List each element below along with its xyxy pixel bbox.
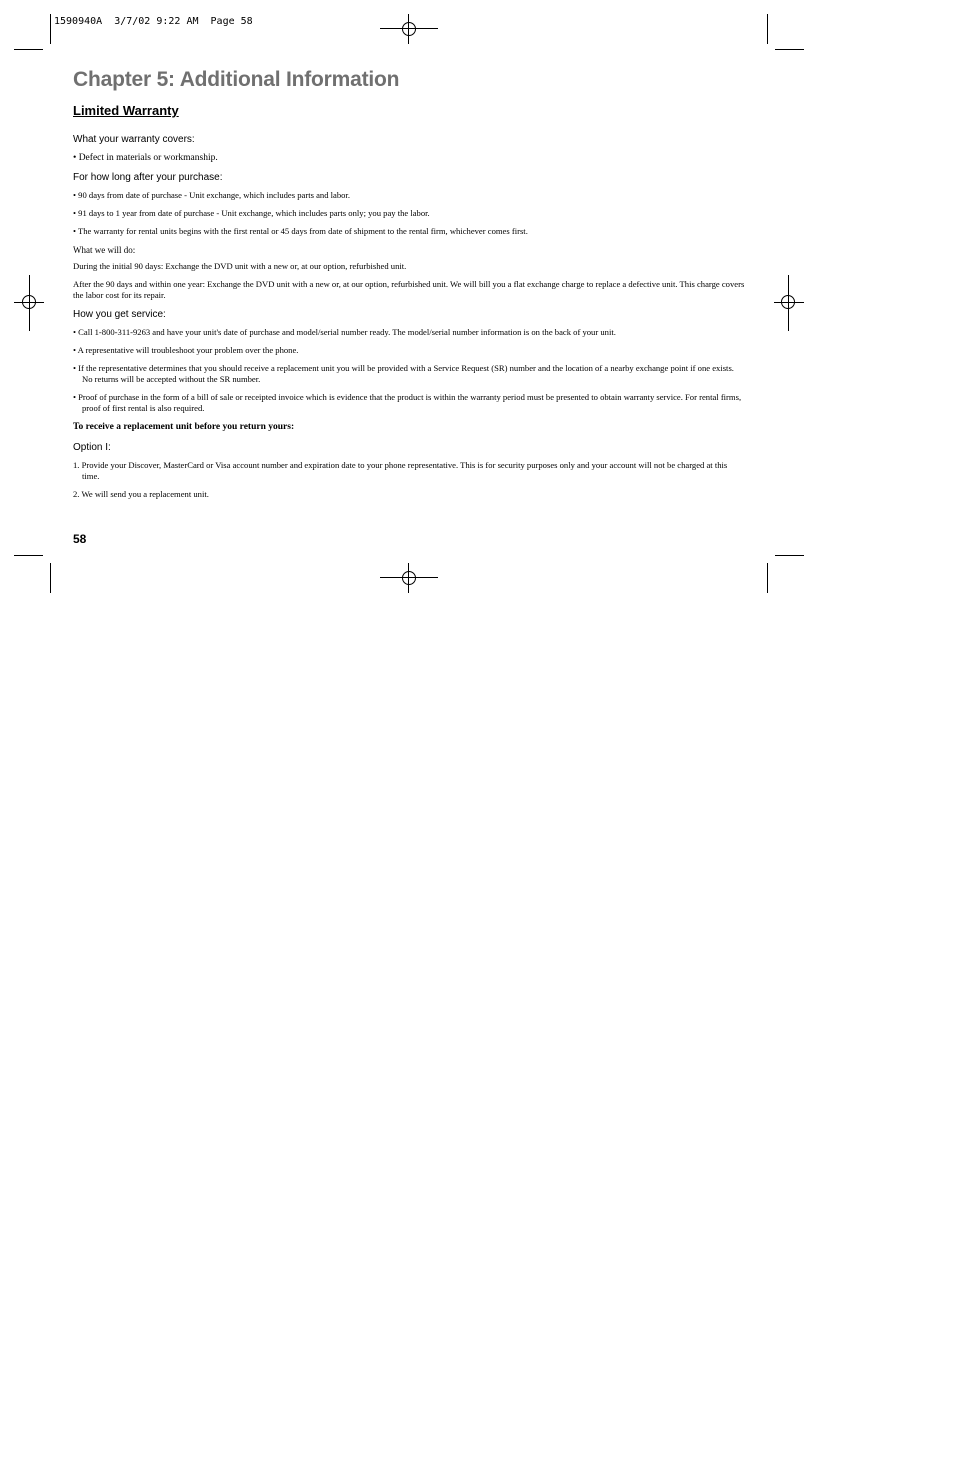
chapter-title: Chapter 5: Additional Information xyxy=(73,68,400,91)
duration-heading: For how long after your purchase: xyxy=(73,172,223,183)
crop-mark xyxy=(50,563,51,593)
crop-mark xyxy=(14,555,43,556)
list-item: • 90 days from date of purchase - Unit exchange, which includes parts and labor. xyxy=(73,190,350,200)
list-item: 2. We will send you a replacement unit. xyxy=(73,489,209,499)
page-number: 58 xyxy=(73,532,87,546)
replacement-heading: To receive a replacement unit before you return yours: xyxy=(73,422,295,432)
registration-mark xyxy=(22,295,36,309)
registration-mark xyxy=(781,295,795,309)
crop-mark xyxy=(767,14,768,44)
list-item: • Proof of purchase in the form of a bill of sale or receipted invoice which is evidence that the product is within the warranty period must be presented to obtain warranty service. For rental firms, proof of first rental is also required. xyxy=(73,392,742,413)
covers-heading: What your warranty covers: xyxy=(73,134,195,145)
list-item: • Call 1-800-311-9263 and have your unit's date of purchase and model/serial number ready. The model/serial number information is on the back of your unit. xyxy=(73,327,616,337)
crop-mark xyxy=(50,14,51,44)
list-item: • 91 days to 1 year from date of purchase - Unit exchange, which includes parts only; you pay the labor. xyxy=(73,208,430,218)
list-item: • Defect in materials or workmanship. xyxy=(73,153,218,163)
will-do-heading: What we will do: xyxy=(73,245,136,255)
list-item: • The warranty for rental units begins with the first rental or 45 days from date of shipment to the rental firm, whichever comes first. xyxy=(73,226,528,236)
registration-mark xyxy=(402,571,416,585)
service-heading: How you get service: xyxy=(73,309,166,320)
list-item: • If the representative determines that you should receive a replacement unit you will be provided with a Service Request (SR) number and the location of a nearby exchange point if one exists. No returns will be accepted without the SR number. xyxy=(73,363,734,384)
registration-mark xyxy=(402,22,416,36)
printer-slug: 1590940A 3/7/02 9:22 AM Page 58 xyxy=(54,16,253,27)
crop-mark xyxy=(775,555,804,556)
paragraph: During the initial 90 days: Exchange the DVD unit with a new or, at our option, refurbished unit. xyxy=(73,261,407,271)
crop-mark xyxy=(775,49,804,50)
page-content xyxy=(73,66,745,507)
paragraph: After the 90 days and within one year: Exchange the DVD unit with a new or, at our option, refurbished unit. We will bill you a flat exchange charge to replace a defective unit. This charge covers the labor cost for its repair. xyxy=(73,279,745,300)
section-title: Limited Warranty xyxy=(73,103,179,118)
crop-mark xyxy=(14,49,43,50)
option-heading: Option I: xyxy=(73,442,111,453)
crop-mark xyxy=(767,563,768,593)
list-item: • A representative will troubleshoot your problem over the phone. xyxy=(73,345,299,355)
list-item: 1. Provide your Discover, MasterCard or Visa account number and expiration date to your phone representative. This is for security purposes only and your account will not be charged at this time. xyxy=(73,460,728,481)
